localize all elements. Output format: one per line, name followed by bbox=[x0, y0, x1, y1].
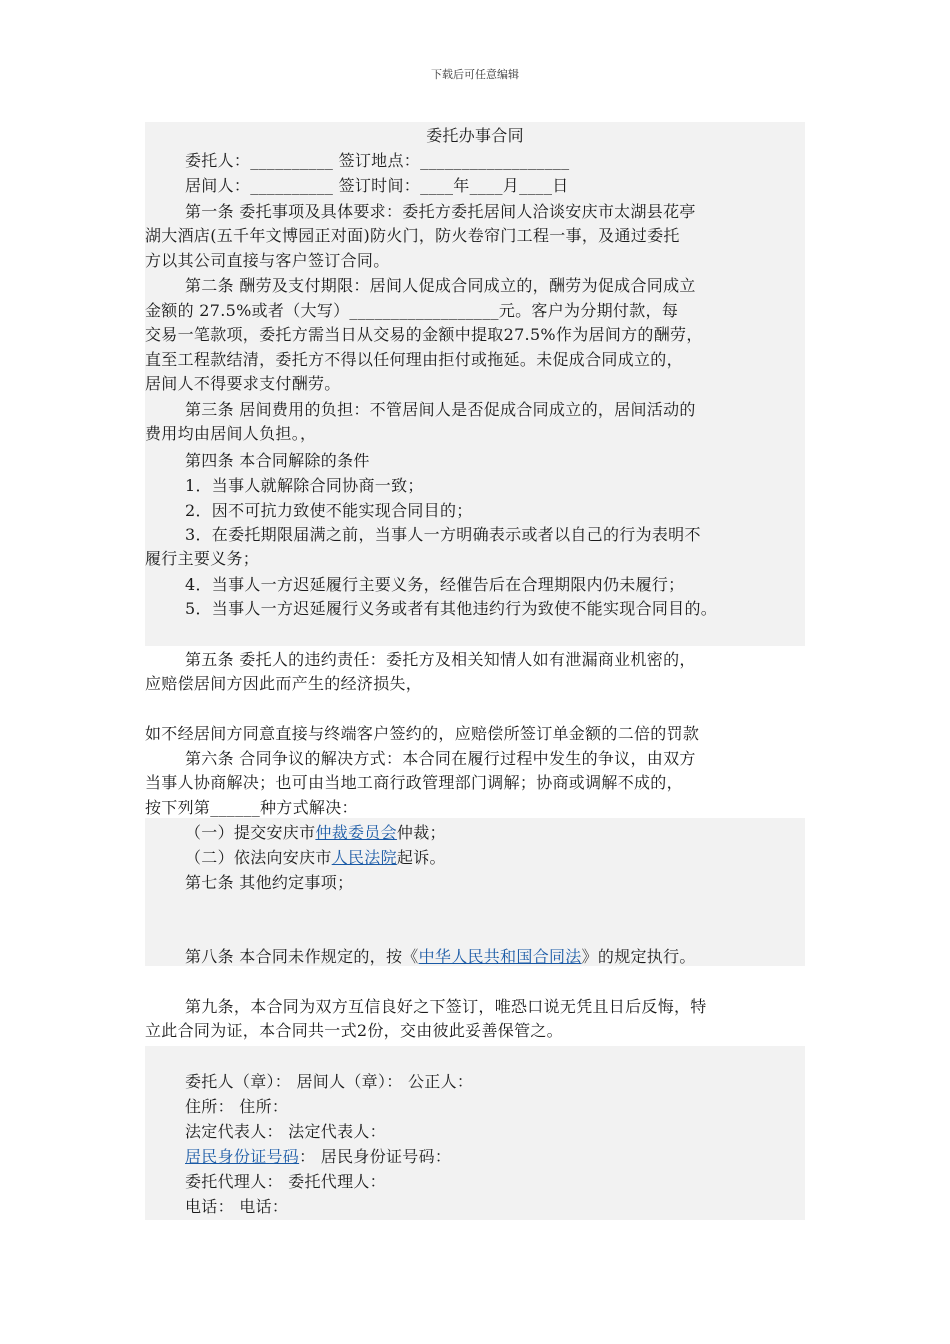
article-4-item-2: 2．因不可抗力致使不能实现合同目的； bbox=[185, 501, 473, 520]
option-1-suffix: 仲裁； bbox=[396, 823, 446, 842]
article-1-line-3: 方以其公司直接与客户签订合同。 bbox=[145, 251, 390, 270]
article-7: 第七条 其他约定事项； bbox=[185, 873, 354, 892]
signature-parties: 委托人（章）： 居间人（章）： 公正人： bbox=[185, 1072, 474, 1091]
article-6-line-1: 第六条 合同争议的解决方式：本合同在履行过程中发生的争议，由双方 bbox=[185, 749, 696, 768]
download-note: 下载后可任意编辑 bbox=[431, 68, 519, 81]
article-5-line-1: 第五条 委托人的违约责任：委托方及相关知情人如有泄漏商业机密的， bbox=[185, 650, 696, 669]
article-4-item-4: 4．当事人一方迟延履行主要义务，经催告后在合理期限内仍未履行； bbox=[185, 575, 685, 594]
article-2-line-3: 交易一笔款项，委托方需当日从交易的金额中提取27.5%作为居间方的酬劳， bbox=[145, 325, 703, 344]
article-2-line-5: 居间人不得要求支付酬劳。 bbox=[145, 374, 341, 393]
article-1-line-1: 第一条 委托事项及具体要求：委托方委托居间人洽谈安庆市太湖县花亭 bbox=[185, 202, 696, 221]
article-4-title: 第四条 本合同解除的条件 bbox=[185, 451, 370, 470]
article-5-line-2: 应赔偿居间方因此而产生的经济损失， bbox=[145, 674, 423, 693]
article-4-item-5: 5．当事人一方迟延履行义务或者有其他违约行为致使不能实现合同目的。 bbox=[185, 599, 718, 618]
article-3-line-2: 费用均由居间人负担。， bbox=[145, 424, 317, 443]
article-9-line-1: 第九条，本合同为双方互信良好之下签订，唯恐口说无凭且日后反悔，特 bbox=[185, 997, 707, 1016]
article-6-option-2 bbox=[185, 846, 446, 870]
contract-title: 委托办事合同 bbox=[426, 126, 524, 145]
peoples-court-link[interactable]: 人民法院 bbox=[331, 848, 397, 867]
id-number-rest: ： 居民身份证号码： bbox=[299, 1147, 452, 1166]
signature-legal-rep: 法定代表人： 法定代表人： bbox=[185, 1122, 386, 1141]
article-6-line-3: 按下列第______种方式解决： bbox=[145, 798, 358, 817]
signature-address: 住所： 住所： bbox=[185, 1097, 289, 1116]
party-line-1: 委托人：__________ 签订地点：__________________ bbox=[185, 151, 570, 170]
article-4-item-3: 3．在委托期限届满之前，当事人一方明确表示或者以自己的行为表明不 bbox=[185, 525, 701, 544]
signature-id-number bbox=[185, 1145, 451, 1169]
signature-agent: 委托代理人： 委托代理人： bbox=[185, 1172, 386, 1191]
article-2-line-2: 金额的 27.5%或者（大写）__________________元。客户为分期付款，每 bbox=[145, 301, 679, 320]
article-2-line-4: 直至工程款结清，委托方不得以任何理由拒付或拖延。未促成合同成立的， bbox=[145, 350, 683, 369]
article-1-line-2: 湖大酒店(五千年文博园正对面)防火门，防火卷帘门工程一事，及通过委托 bbox=[145, 226, 680, 245]
article-9-line-2: 立此合同为证，本合同共一式2份，交由彼此妥善保管之。 bbox=[145, 1021, 563, 1040]
arbitration-committee-link[interactable]: 仲裁委员会 bbox=[315, 823, 397, 842]
article-4-item-3-cont: 履行主要义务； bbox=[145, 549, 260, 568]
article-8-prefix: 第八条 本合同未作规定的，按《 bbox=[185, 947, 419, 966]
option-1-prefix: （一）提交安庆市 bbox=[185, 823, 316, 842]
party-line-2: 居间人：__________ 签订时间：____年____月____日 bbox=[185, 176, 569, 195]
signature-phone: 电话： 电话： bbox=[185, 1197, 289, 1216]
article-8-suffix: 》的规定执行。 bbox=[581, 947, 696, 966]
article-3-line-1: 第三条 居间费用的负担：不管居间人是否促成合同成立的，居间活动的 bbox=[185, 400, 696, 419]
article-6-option-1 bbox=[185, 821, 446, 845]
id-number-link[interactable]: 居民身份证号码 bbox=[185, 1147, 300, 1166]
option-2-suffix: 起诉。 bbox=[396, 848, 446, 867]
article-2-line-1: 第二条 酬劳及支付期限：居间人促成合同成立的，酬劳为促成合同成立 bbox=[185, 276, 696, 295]
article-6-line-2: 当事人协商解决；也可由当地工商行政管理部门调解；协商或调解不成的， bbox=[145, 773, 683, 792]
article-5-line-3: 如不经居间方同意直接与终端客户签约的，应赔偿所签订单金额的二倍的罚款 bbox=[145, 724, 700, 743]
option-2-prefix: （二）依法向安庆市 bbox=[185, 848, 332, 867]
contract-law-link[interactable]: 中华人民共和国合同法 bbox=[418, 947, 582, 966]
article-8 bbox=[185, 945, 696, 969]
article-4-item-1: 1．当事人就解除合同协商一致； bbox=[185, 476, 424, 495]
